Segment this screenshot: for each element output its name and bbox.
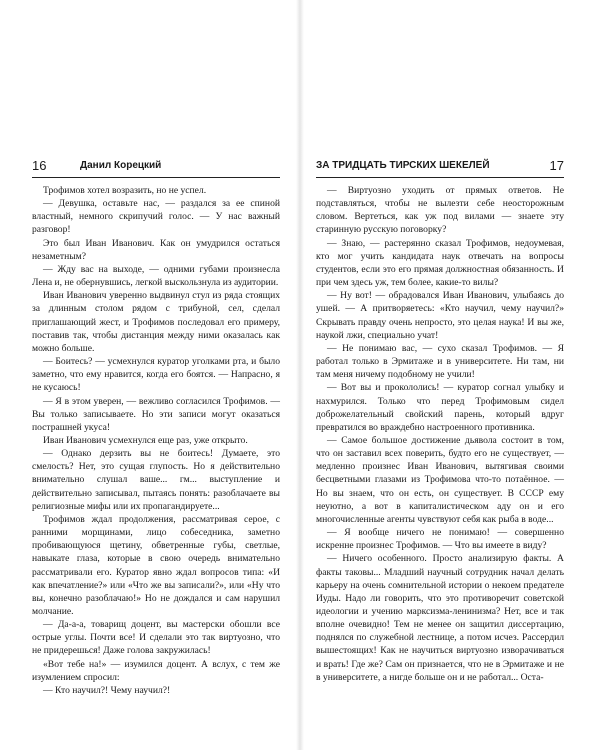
right-header-rule bbox=[316, 177, 564, 178]
paragraph: — Самое большое достижение дьявола состоит в том, что он заставил всех поверить, будто его не существует, — медленно произнес Иван Иванович, вытягивая своими бесцветными глазами из Трофимова что-то потаённое. — Но вы знаем, что он есть, он существует. В СССР ему неуютно, а вот в капиталистическом аду он и его многочисленные агенты чувствуют себя как рыба в воде... bbox=[316, 434, 564, 525]
right-page-text bbox=[316, 184, 564, 684]
paragraph: — Знаю, — растерянно сказал Трофимов, недоумевая, кто мог учить кандидата наук отвечать на вопросы студентов, если это его прямая должностная обязанность. И при чем здесь уж, тем более, какие-то вилы? bbox=[316, 237, 564, 289]
paragraph: Трофимов хотел возразить, но не успел. bbox=[43, 185, 207, 196]
paragraph: — Да-а-а, товарищ доцент, вы мастерски обошли все острые углы. Почти все! И сделали это так виртуозно, что не придерешься! Даже голова закружилась! bbox=[32, 619, 280, 657]
paragraph: — Ничего особенного. Просто анализирую факты. А факты таковы... Младший научный сотрудник начал делать карьеру на очень сомнительной истории о некоем предателе Иуды. Надо ли говорить, что это противоречит советской идеологии и учению марксизма-ленинизма? Нет, все и так вполне очевидно! Тем не менее он защитил диссертацию, поднялся по служебной лестнице, а потом исчез. Рассердил вышестоящих! Как не научиться виртуозно изворачиваться и врать! Где же? Сам он признается, что не в Эрмитаже и не в университете, а нигде больше он и не работал... Оста- bbox=[316, 553, 564, 683]
left-header-rule bbox=[32, 177, 280, 178]
paragraph: — Не понимаю вас, — сухо сказал Трофимов. — Я работал только в Эрмитаже и в университете. Ни там, ни там меня ничему подобному не учили! bbox=[316, 342, 564, 381]
paragraph: — Боитесь? — усмехнулся куратор уголками рта, и было заметно, что ему нравится, когда его боятся. — Напрасно, я не кусаюсь! bbox=[32, 356, 280, 394]
paragraph: — Однако дерзить вы не боитесь! Думаете, это смелость? Нет, это сущая глупость. Но я действительно внимательно слушал ваше... гм... выступление и действительно записывал, пытаясь понять: разоблачаете вы религиозные мифы или их пропагандируете... bbox=[32, 448, 280, 512]
paragraph: — Жду вас на выходе, — одними губами произнесла Лена и, не обернувшись, легкой выскользнула из аудитории. bbox=[32, 263, 280, 289]
paragraph: Трофимов ждал продолжения, рассматривая серое, с ранними морщинами, лицо собеседника, заметно пробивающуюся щетину, обветренные губы, светлые, навыкате глаза, которые в свою очередь внимательно рассматривали его. Куратор явно ждал вопросов типа: «И как впечатление?» или «Что же вы записали?», или «Ну что вы, конечно разоблачаю!» Но не дождался и сам нарушил молчание. bbox=[32, 513, 280, 617]
paragraph: — Я вообще ничего не понимаю! — совершенно искренне произнес Трофимов. — Что вы имеете в виду? bbox=[316, 527, 564, 552]
paragraph: — Девушка, оставьте нас, — раздался за ее спиной властный, немного скрипучий голос. — У нас важный разговор! bbox=[32, 198, 280, 236]
left-page-text bbox=[32, 184, 280, 697]
right-running-head: ЗА ТРИДЦАТЬ ТИРСКИХ ШЕКЕЛЕЙ bbox=[316, 160, 490, 171]
right-page bbox=[300, 0, 600, 750]
paragraph: — Виртуозно уходить от прямых ответов. Не подставляться, чтобы не вылезти себе неосторожным словом. Вертеться, как уж под вилами — знаете эту старинную русскую поговорку? bbox=[316, 185, 564, 236]
paragraph: — Кто научил?! Чему научил?! bbox=[43, 684, 171, 696]
right-page-header bbox=[316, 158, 564, 176]
right-page-number: 17 bbox=[549, 158, 564, 173]
paragraph: «Вот тебе на!» — изумился доцент. А вслух, с тем же изумлением спросил: bbox=[32, 658, 280, 683]
left-page-header bbox=[32, 158, 280, 176]
paragraph: — Ну вот! — обрадовался Иван Иванович, улыбаясь до ушей. — А притворяетесь: «Кто научил, чему научил?» Скрывать правду очень непросто, это целая наука! И вы же, наукой лжи, специально учат! bbox=[316, 290, 564, 341]
paragraph: — Вот вы и прокололись! — куратор согнал улыбку и нахмурился. Только что перед Трофимовым сидел доброжелательный свойский парень, который вдруг превратился во враждебно настроенного противника. bbox=[316, 382, 564, 433]
paragraph: Иван Иванович уверенно выдвинул стул из ряда стоящих за длинным столом рядом с трибуной, сел, сделал приглашающий жест, и Трофимов последовал его примеру, поставив так, чтобы дистанция между ними оказалась как можно больше. bbox=[32, 290, 280, 354]
paragraph: Иван Иванович усмехнулся еще раз, уже открыто. bbox=[43, 434, 248, 446]
paragraph: — Я в этом уверен, — вежливо согласился Трофимов. — Вы только записываете. Но эти записи могут оказаться пострашней укуса! bbox=[32, 395, 280, 433]
left-page-number: 16 bbox=[32, 158, 47, 173]
paragraph: Это был Иван Иванович. Как он умудрился остаться незаметным? bbox=[32, 237, 280, 262]
left-running-head: Данил Корецкий bbox=[80, 160, 162, 171]
